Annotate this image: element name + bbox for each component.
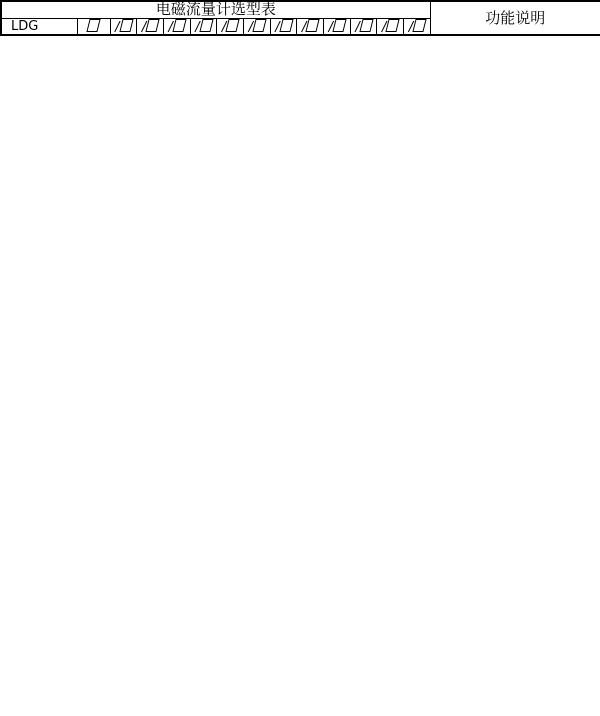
slash-separator: /	[275, 19, 280, 35]
slash-separator: /	[221, 19, 227, 35]
empty-box-icon	[199, 19, 213, 32]
code-slot	[243, 18, 270, 35]
code-slot-first	[77, 18, 110, 35]
empty-box-icon	[386, 19, 400, 32]
slash-separator: /	[248, 19, 253, 35]
empty-box-icon	[226, 19, 240, 32]
empty-box-icon	[359, 19, 373, 32]
slash-separator: /	[168, 19, 173, 35]
slash-separator: /	[195, 19, 200, 35]
code-slot	[404, 18, 431, 35]
model-prefix: LDG	[1, 18, 77, 35]
table-body	[1, 35, 600, 715]
empty-box-icon	[279, 19, 293, 32]
empty-box-icon	[146, 19, 160, 32]
code-slot	[297, 18, 324, 35]
code-slot	[110, 18, 137, 35]
empty-box-icon	[86, 19, 100, 32]
slash-separator: /	[328, 19, 334, 35]
code-slot	[324, 18, 351, 35]
code-slot	[137, 18, 164, 35]
empty-box-icon	[306, 19, 320, 32]
code-slot	[217, 18, 244, 35]
slash-separator: /	[355, 19, 360, 35]
code-slot	[190, 18, 217, 35]
page-title: 电磁流量计选型表	[1, 1, 430, 18]
code-slot	[377, 18, 404, 35]
empty-box-icon	[332, 19, 346, 32]
code-slot	[270, 18, 297, 35]
slash-separator: /	[301, 19, 307, 35]
code-slot	[163, 18, 190, 35]
empty-box-icon	[172, 19, 186, 32]
code-slot	[350, 18, 377, 35]
slash-separator: /	[408, 19, 414, 35]
slash-separator: /	[382, 19, 387, 35]
empty-box-icon	[252, 19, 266, 32]
slash-separator: /	[141, 19, 147, 35]
slash-separator: /	[115, 19, 120, 35]
empty-box-icon	[119, 19, 133, 32]
title-row	[1, 1, 600, 18]
empty-box-icon	[413, 19, 427, 32]
function-column-header: 功能说明	[430, 1, 600, 35]
